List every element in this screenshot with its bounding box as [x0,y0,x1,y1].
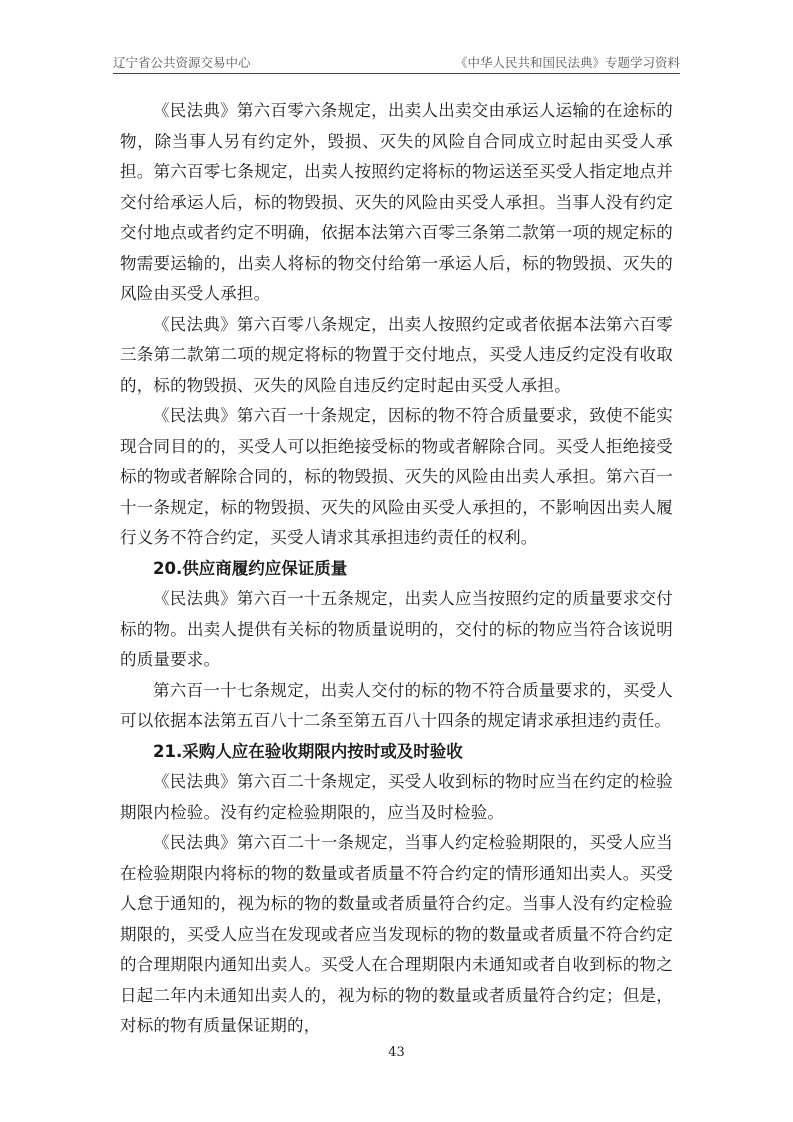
paragraph: 《民法典》第六百零六条规定，出卖人出卖交由承运人运输的在途标的物，除当事人另有约定外，毁损、灭失的风险自合同成立时起由买受人承担。第六百零七条规定，出卖人按照约定将标的物运送至买受人指定地点并交付给承运人后，标的物毁损、灭失的风险由买受人承担。当事人没有约定交付地点或者约定不明确，依据本法第六百零三条第二款第一项的规定标的物需要运输的，出卖人将标的物交付给第一承运人后，标的物毁损、灭失的风险由买受人承担。 [120,101,673,303]
page-number: 43 [388,1045,405,1060]
paragraph: 第六百一十七条规定，出卖人交付的标的物不符合质量要求的，买受人可以依据本法第五百八十二条至第五百八十四条的规定请求承担违约责任。 [120,680,673,730]
page-header [113,51,680,74]
paragraph: 《民法典》第六百二十一条规定，当事人约定检验期限的，买受人应当在检验期限内将标的物的数量或者质量不符合约定的情形通知出卖人。买受人怠于通知的，视为标的物的数量或者质量符合约定。当事人没有约定检验期限的，买受人应当在发现或者应当发现标的物的数量或者质量不符合约定的合理期限内通知出卖人。买受人在合理期限内未通知或者自收到标的物之日起二年内未通知出卖人的，视为标的物的数量或者质量符合约定；但是，对标的物有质量保证期的， [120,833,673,1035]
section-heading-20: 20.供应商履约应保证质量 [153,558,348,578]
paragraph: 《民法典》第六百一十条规定，因标的物不符合质量要求，致使不能实现合同目的的，买受人可以拒绝接受标的物或者解除合同。买受人拒绝接受标的物或者解除合同的，标的物毁损、灭失的风险由出卖人承担。第六百一十一条规定，标的物毁损、灭失的风险由买受人承担的，不影响因出卖人履行义务不符合约定，买受人请求其承担违约责任的权利。 [120,406,673,547]
document-body [120,96,673,1042]
paragraph: 《民法典》第六百一十五条规定，出卖人应当按照约定的质量要求交付标的物。出卖人提供有关标的物质量说明的，交付的标的物应当符合该说明的质量要求。 [120,589,673,669]
section-heading-21: 21.采购人应在验收期限内按时或及时验收 [153,741,463,761]
header-organization: 辽宁省公共资源交易中心 [113,55,251,70]
paragraph: 《民法典》第六百二十条规定，买受人收到标的物时应当在约定的检验期限内检验。没有约定检验期限的，应当及时检验。 [120,772,673,822]
paragraph: 《民法典》第六百零八条规定，出卖人按照约定或者依据本法第六百零三条第二款第二项的规定将标的物置于交付地点，买受人违反约定没有收取的，标的物毁损、灭失的风险自违反约定时起由买受人承担。 [120,314,673,395]
header-document-title: 《中华人民共和国民法典》专题学习资料 [454,55,680,70]
